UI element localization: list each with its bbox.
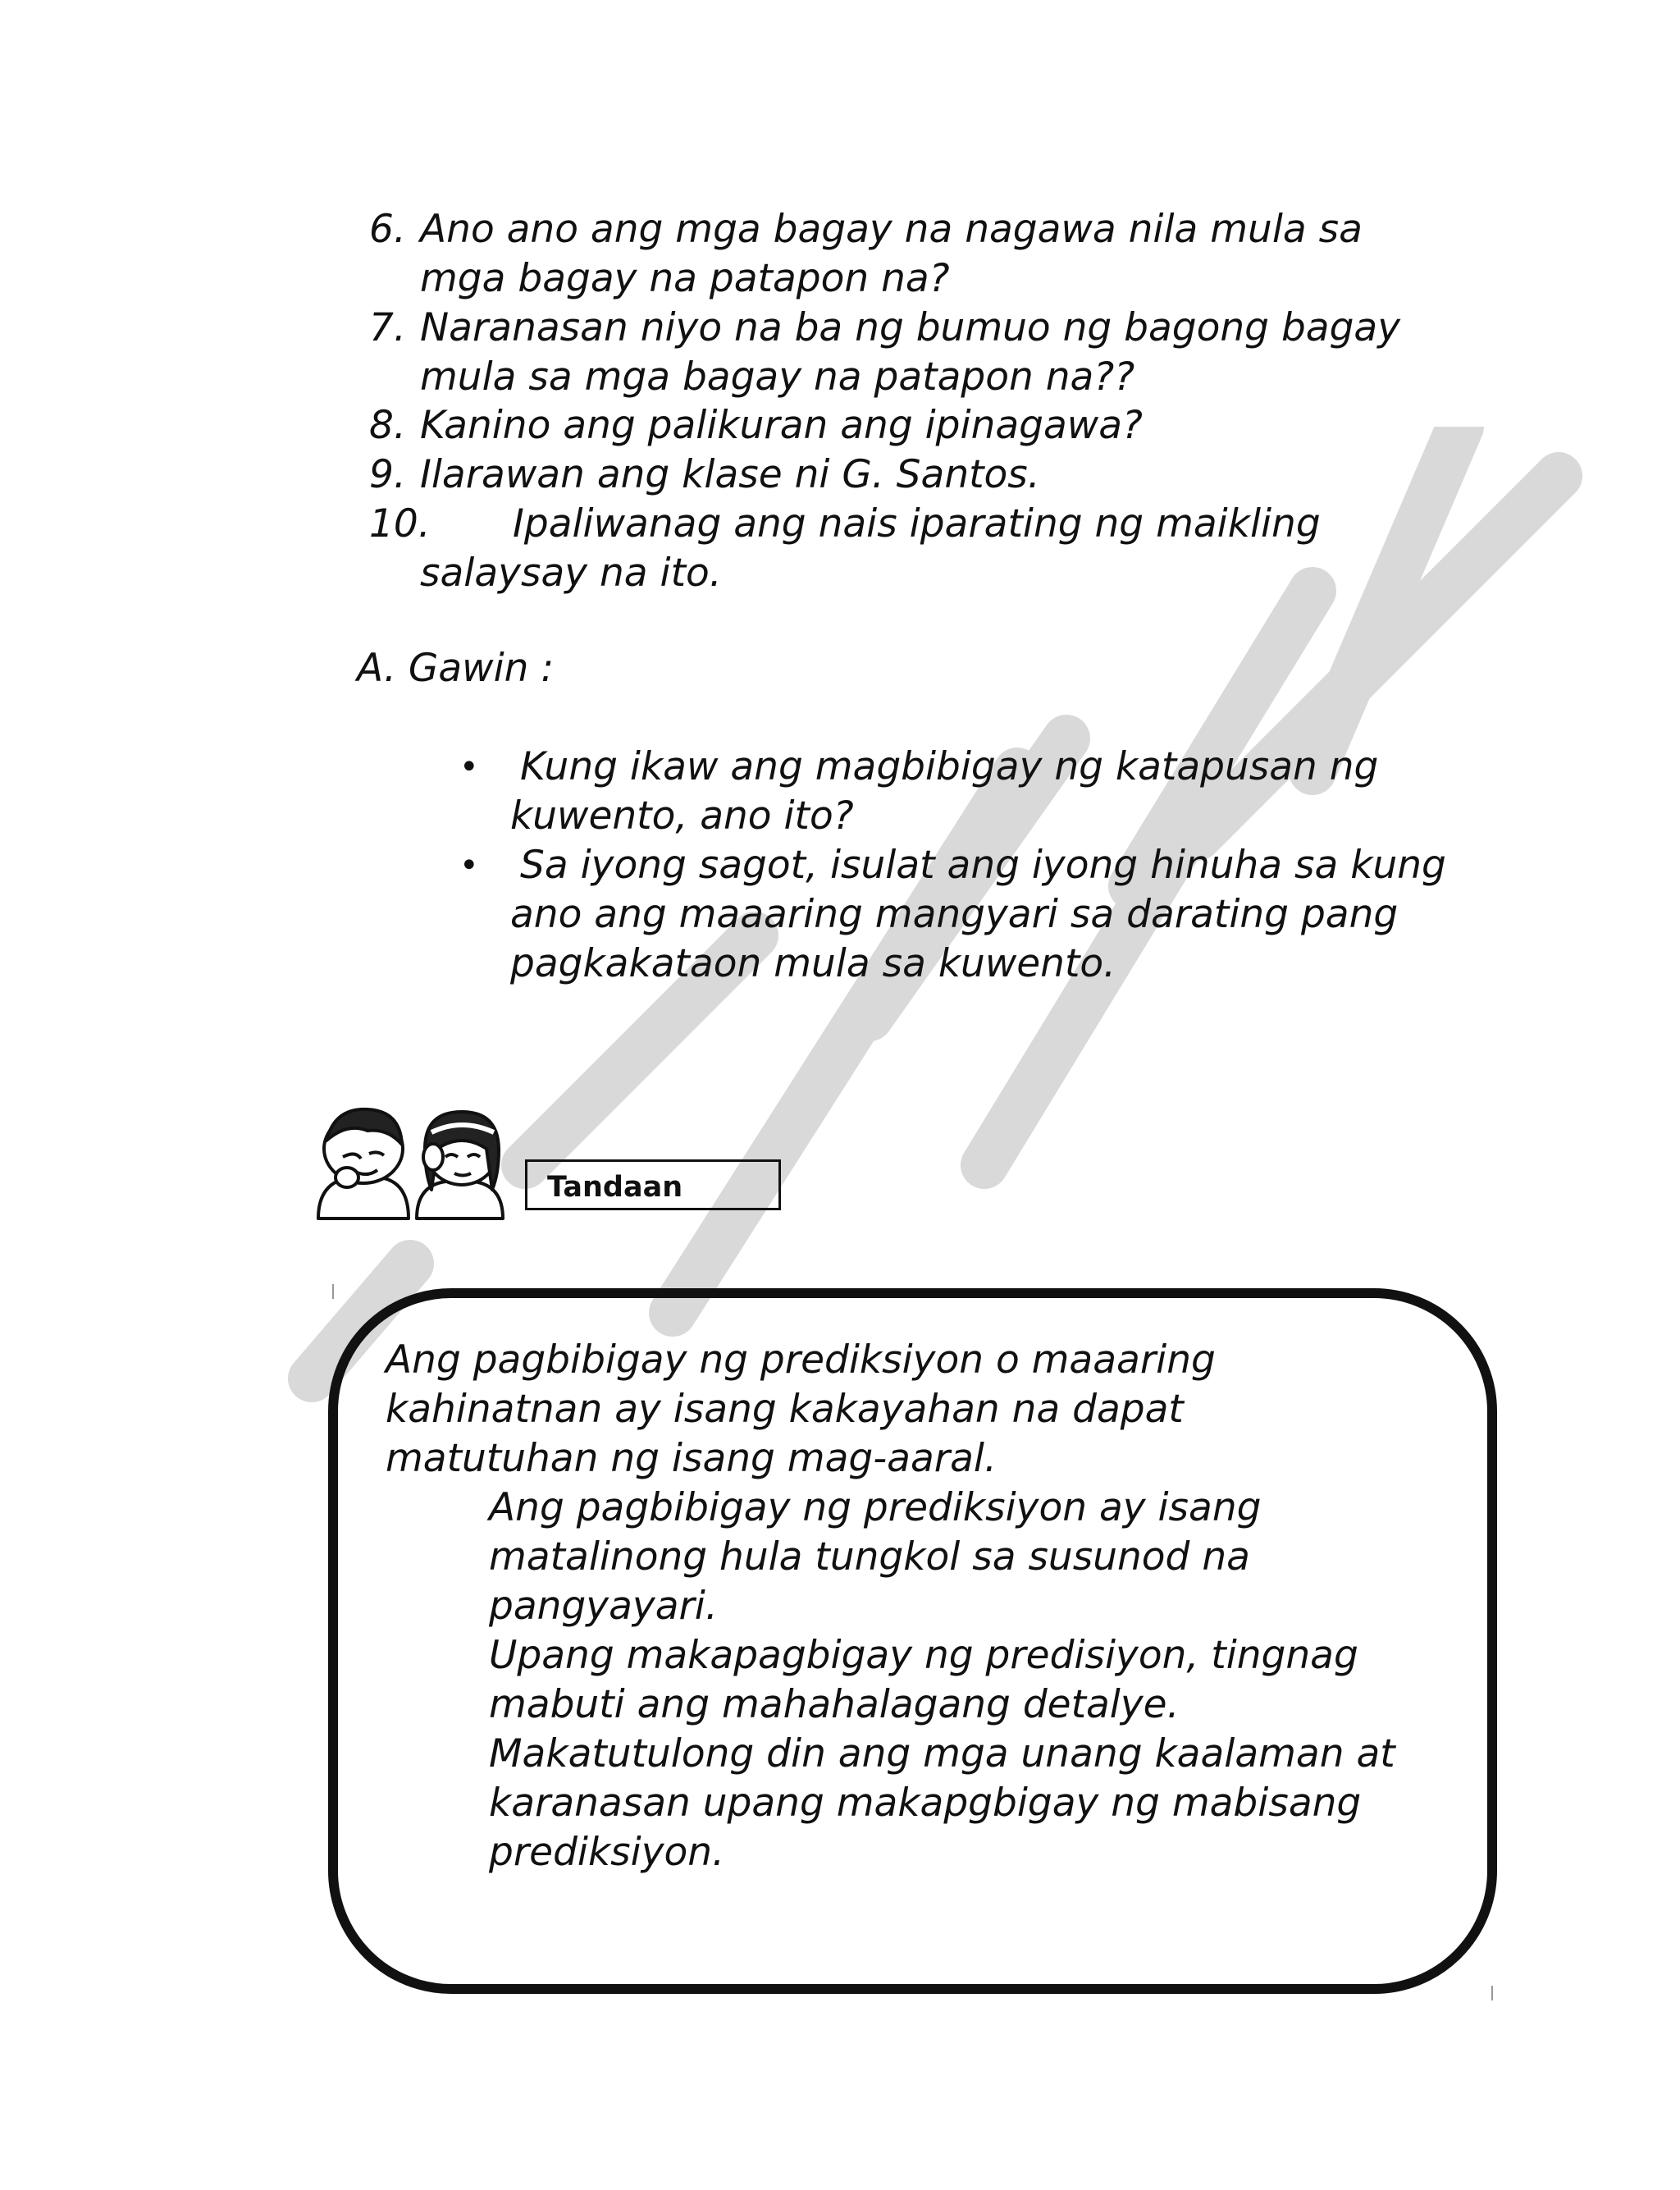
margin-mark — [332, 1284, 334, 1299]
question-number: 7. — [369, 305, 406, 350]
bullet-text: Kung ikaw ang magbibigay ng katapusan ng — [520, 744, 1379, 789]
bullet-text: kuwento, ano ito? — [510, 793, 854, 839]
question-number: 9. — [369, 452, 406, 497]
question-text: Ilarawan ang klase ni G. Santos. — [420, 452, 1040, 497]
bullet-icon: • — [459, 847, 479, 885]
bullet-item — [459, 841, 1526, 989]
activity-bullets — [459, 743, 1526, 989]
summary-line: mabuti ang mahahalagang detalye. — [489, 1682, 1180, 1727]
question-7 — [369, 304, 1477, 402]
question-text: mga bagay na patapon na? — [420, 256, 950, 301]
summary-line: Ang pagbibigay ng prediksiyon o maaaring — [386, 1337, 1216, 1383]
section-title: A. Gawin : — [357, 646, 555, 691]
question-text: Ano ano ang mga bagay na nagawa nila mula sa — [420, 207, 1363, 252]
question-number: 8. — [369, 403, 406, 448]
summary-points — [489, 1484, 1432, 1877]
question-10 — [369, 500, 1477, 598]
summary-line: matutuhan ng isang mag-aaral. — [386, 1436, 997, 1481]
question-text: Naranasan niyo na ba ng bumuo ng bagong bagay — [420, 305, 1401, 350]
summary-line: kahinatnan ay isang kakayahan na dapat — [386, 1387, 1184, 1432]
summary-line: matalinong hula tungkol sa susunod na — [489, 1534, 1250, 1580]
question-text: Ipaliwanag ang nais iparating ng maikling — [513, 501, 1321, 546]
tandaan-label: Tandaan — [525, 1159, 781, 1210]
summary-line: Upang makapagbigay ng predisiyon, tingnag — [489, 1633, 1358, 1678]
question-text: mula sa mga bagay na patapon na?? — [420, 354, 1135, 400]
summary-intro — [386, 1336, 1452, 1484]
question-number: 6. — [369, 207, 406, 252]
question-6 — [369, 205, 1477, 304]
bullet-text: Sa iyong sagot, isulat ang iyong hinuha sa kung — [520, 843, 1446, 888]
summary-line: prediksiyon. — [489, 1830, 725, 1875]
summary-line: karanasan upang makapgbigay ng mabisang — [489, 1781, 1362, 1826]
summary-line: pangyayari. — [489, 1584, 718, 1629]
margin-mark — [1491, 1986, 1493, 2000]
question-text: Kanino ang palikuran ang ipinagawa? — [420, 403, 1143, 448]
question-9 — [369, 450, 1477, 500]
question-text: salaysay na ito. — [420, 551, 722, 596]
question-8 — [369, 401, 1477, 450]
bullet-item — [459, 743, 1526, 841]
summary-line: Makatutulong din ang mga unang kaalaman at — [489, 1731, 1395, 1776]
thinking-kids-icon — [310, 1100, 515, 1223]
bullet-icon: • — [459, 748, 479, 786]
summary-line: Ang pagbibigay ng prediksiyon ay isang — [489, 1485, 1262, 1530]
question-number: 10. — [369, 501, 431, 546]
bullet-text: ano ang maaaring mangyari sa darating pang — [510, 892, 1399, 937]
bullet-text: pagkakataon mula sa kuwento. — [510, 941, 1116, 986]
